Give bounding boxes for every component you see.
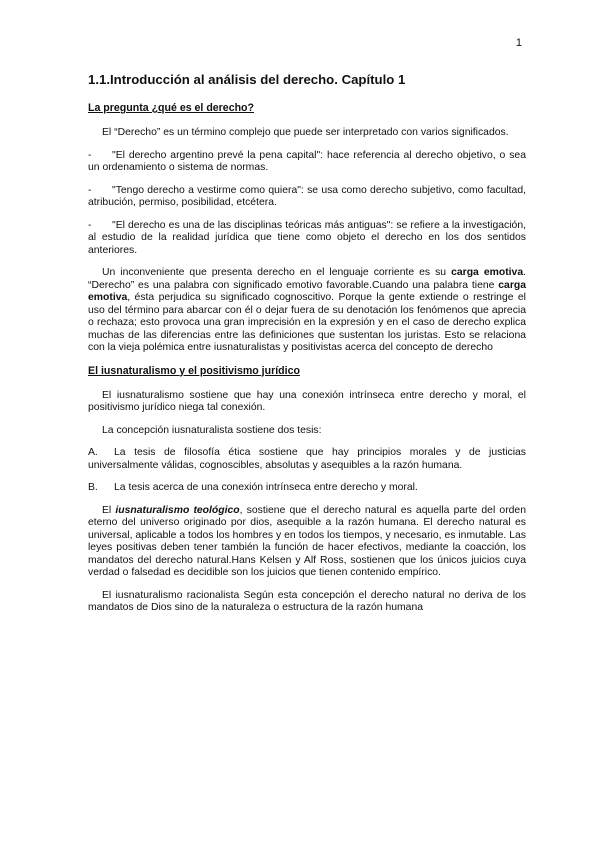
section-heading-iusnaturalismo: El iusnaturalismo y el positivismo jurídico xyxy=(88,364,300,377)
bullet-item xyxy=(88,150,526,175)
thesis-marker: A. xyxy=(88,447,98,458)
bold-italic-term: iusnaturalismo teológico xyxy=(115,504,240,516)
bold-term: carga emotiva xyxy=(88,279,526,303)
text-run: Un inconveniente que presenta derecho en el lenguaje corriente es su xyxy=(102,267,452,278)
bullet-item xyxy=(88,220,526,258)
theological-paragraph xyxy=(88,505,526,580)
thesis-item xyxy=(88,447,526,472)
text-run: , sostiene que el derecho natural es aquella parte del orden eterno del universo originado por dios, asequible a la razón humana. El derecho natural es universal, aplicable a todos los hombres y en todos los tiempos, y necesario, es inmutable. Las leyes positivas deben tener también la función de hacer efectivos, mediante la coacción, los mandatos del derecho natural.Hans Kelsen y Alf Ross, sostienen que los únicos juicios cuya verdad o falsedad es decidible son los juicios que tienen contenido empírico. xyxy=(88,504,526,578)
paragraph: El iusnaturalismo racionalista Según esta concepción el derecho natural no deriva de los mandatos de Dios sino de la naturaleza o estructura de la razón humana xyxy=(88,589,526,613)
bullet-text: "El derecho es una de las disciplinas teóricas más antiguas": se refiere a la investigación, al estudio de la realidad jurídica que tiene como objeto el derecho en los dos sentidos anteriores. xyxy=(88,219,526,256)
section-heading-question: La pregunta ¿qué es el derecho? xyxy=(88,102,255,114)
emotive-load-paragraph xyxy=(88,267,526,355)
document-body xyxy=(88,72,526,625)
thesis-marker: B. xyxy=(88,482,98,493)
bullet-marker: - xyxy=(88,149,92,161)
text-run: , ésta perjudica su significado cognoscitivo. Porque la gente extiende o restringe el uso del término para abarcar con él o dejar fuera de su denotación los fenómenos que aprecia o rechaza; esto provoca una gran imprecisión en la expresión y en el caso de derecho explica muchas de las diferencias entre las definiciones que sustentan los juristas. Esto se relaciona con la vieja polémica entre iusnaturalistas y positivistas acerca del concepto de derecho xyxy=(88,292,526,353)
paragraph: La concepción iusnaturalista sostiene dos tesis: xyxy=(102,424,322,436)
text-run: El xyxy=(102,504,116,516)
thesis-item xyxy=(88,482,526,495)
thesis-text: La tesis de filosofía ética sostiene que hay principios morales y de justicias universalmente válidas, cognoscibles, absolutas y asequibles a la razón humana. xyxy=(88,447,526,471)
paragraph: El iusnaturalismo sostiene que hay una conexión intrínseca entre derecho y moral, el positivismo jurídico niega tal conexión. xyxy=(88,389,526,413)
bullet-text: "Tengo derecho a vestirme como quiera": se usa como derecho subjetivo, como facultad, atribución, permiso, posibilidad, etcétera. xyxy=(88,184,526,208)
thesis-text: La tesis acerca de una conexión intrínseca entre derecho y moral. xyxy=(114,482,418,493)
text-run: . “Derecho” es una palabra con significado emotivo favorable.Cuando una palabra tiene xyxy=(88,267,527,291)
bullet-text: "El derecho argentino prevé la pena capital": hace referencia al derecho objetivo, o sea un ordenamiento o sistema de normas. xyxy=(88,149,526,173)
bold-term: carga emotiva xyxy=(451,267,524,278)
bullet-item xyxy=(88,185,526,210)
bullet-marker: - xyxy=(88,184,92,196)
page-number: 1 xyxy=(515,37,522,49)
bullet-marker: - xyxy=(88,219,92,231)
chapter-title: 1.1.Introducción al análisis del derecho. Capítulo 1 xyxy=(88,72,406,87)
intro-paragraph: El “Derecho” es un término complejo que puede ser interpretado con varios significados. xyxy=(102,127,509,138)
